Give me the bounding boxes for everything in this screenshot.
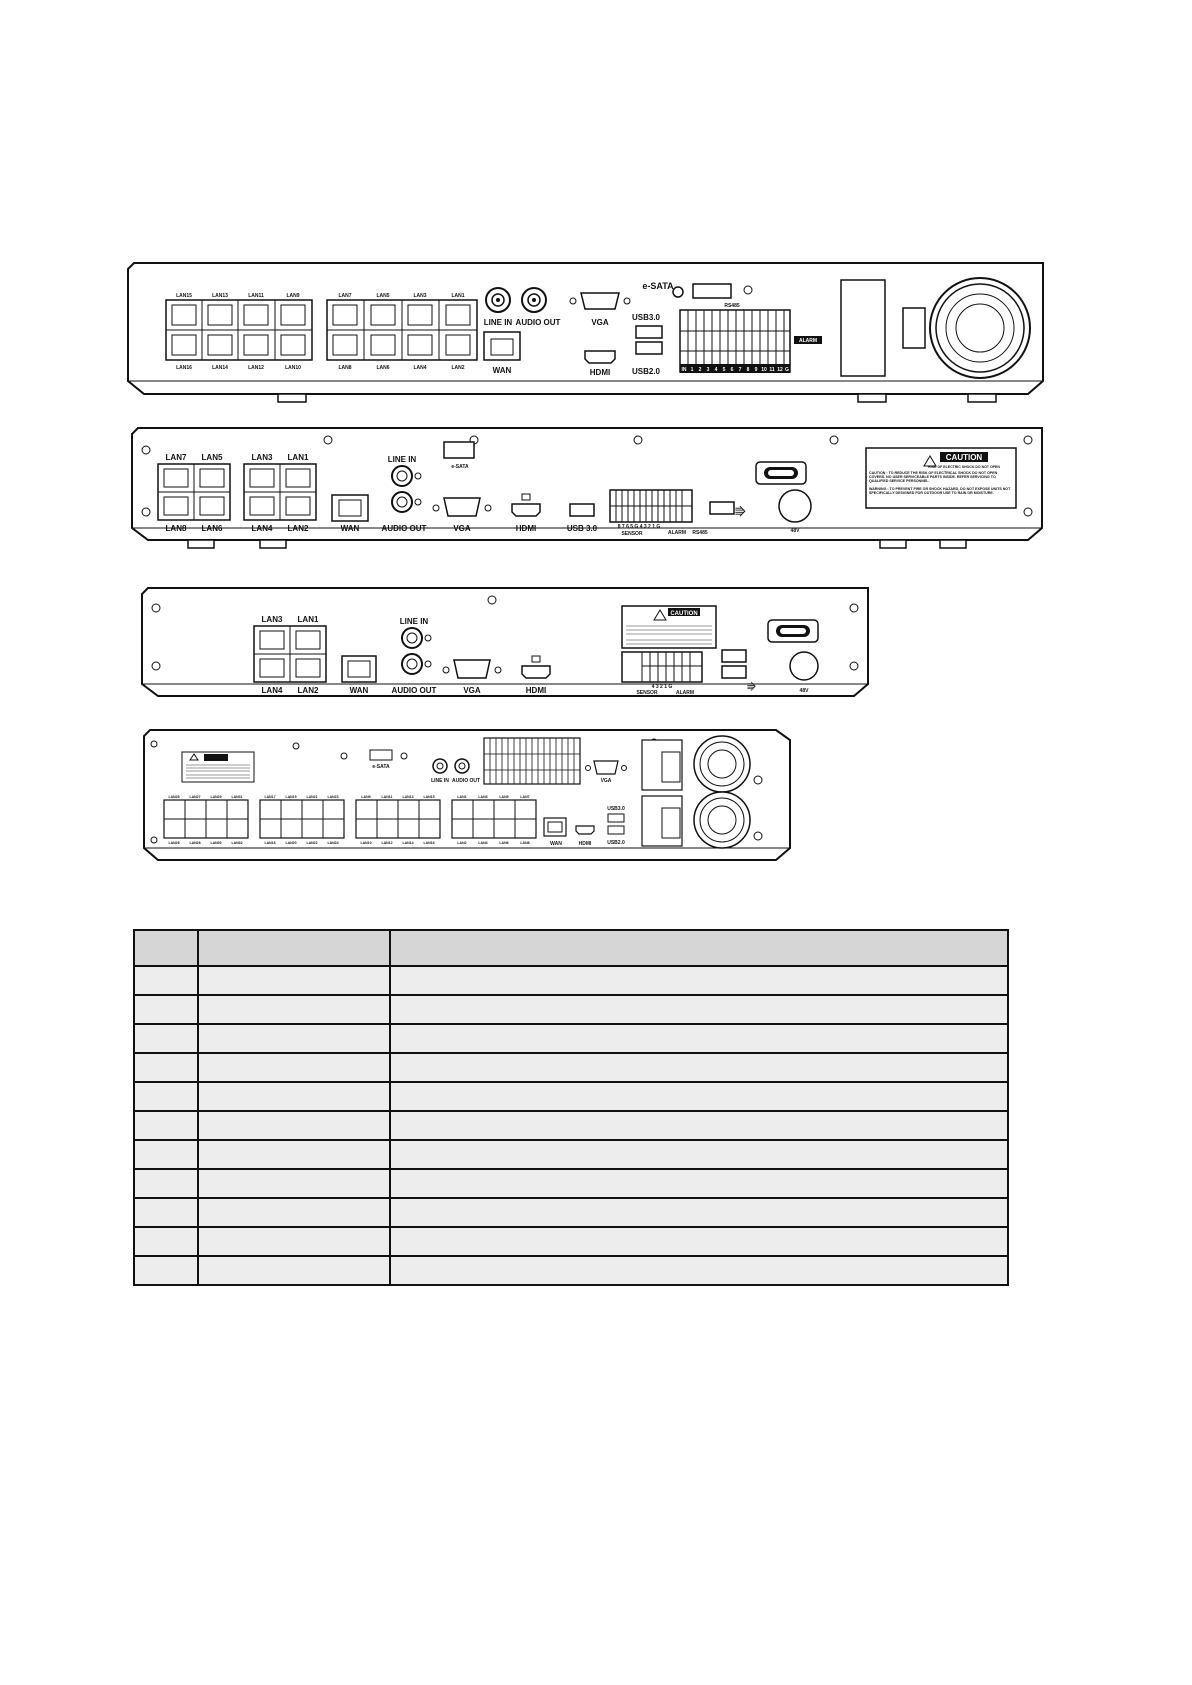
table-cell [198,995,390,1024]
hdmi-port [576,826,594,834]
lan-label: LAN14 [212,365,228,371]
vga-label: VGA [591,318,609,327]
terminal-number: 9 [754,367,758,373]
lan-label: LAN22 [306,841,318,845]
line-in-jack [433,759,447,773]
vga-label: VGA [453,524,471,533]
terminal-block [484,738,580,784]
wan-port [342,656,376,682]
lan-label: LAN28 [189,841,201,845]
table-cell [134,1256,198,1285]
table-cell [134,1169,198,1198]
terminal-number: 6 [730,367,734,373]
sensor-label: SENSOR [636,690,658,696]
lan-label: LAN2 [297,686,319,695]
terminal-number: 7 [738,367,742,373]
terminal-number: 5 [722,367,726,373]
lan-label: LAN6 [376,365,390,371]
rear-panel-c [142,588,876,710]
table-cell [390,1198,1008,1227]
lan-label: LAN11 [248,293,264,299]
usb2-port [710,502,734,514]
rear-panel-c-drawing [142,588,876,710]
lan-group-d4 [452,800,536,838]
rs485-label: RS485 [692,530,708,536]
lan-label: LAN17 [264,795,276,799]
alarm-label: ALARM [798,338,818,344]
table-cell [390,1140,1008,1169]
rear-panel-a-drawing [128,263,1048,418]
usb3-label: USB3.0 [631,313,661,322]
lan-label: LAN9 [361,795,371,799]
table-cell [198,1140,390,1169]
table-row [134,1053,1008,1082]
lan-label: LAN5 [201,453,223,462]
wan-label: WAN [340,524,360,533]
terminal-number: 10 [761,367,767,373]
audio-out-label: AUDIO OUT [391,686,437,695]
terminal-number: 3 [706,367,710,373]
caution-text: CAUTION : TO REDUCE THE RISK OF ELECTRICAL SHOCK DO NOT OPEN COVERS. NO USER SERVICEABLE PARTS INSIDE. REFER SERVICING TO QUALIFIED SERVICE PERSONNEL. [869,471,998,484]
line-in-label: LINE IN [399,617,429,626]
table-cell [390,1082,1008,1111]
table-cell [198,1053,390,1082]
table-cell [198,1256,390,1285]
esata-port [444,442,474,458]
lan-group-d2 [260,800,344,838]
lan-label: LAN1 [287,453,309,462]
lan-block-b1 [158,464,230,520]
lan-block-a2 [327,300,477,360]
lan-label: LAN26 [168,841,180,845]
table-row [134,1082,1008,1111]
table-cell [134,1111,198,1140]
caution-subtitle: RISK OF ELECTRIC SHOCK DO NOT OPEN [928,465,1000,469]
lan-label: LAN5 [499,795,509,799]
lan-label: LAN5 [376,293,390,299]
lan-group-d3 [356,800,440,838]
table-cell [198,1198,390,1227]
wan-label: WAN [492,366,512,375]
lan-label: LAN15 [423,795,435,799]
caution-title: CAUTION [945,453,983,462]
lan-label: LAN4 [413,365,427,371]
lan-label: LAN32 [231,841,243,845]
table-cell [134,1024,198,1053]
table-cell [198,966,390,995]
power-switch [903,308,925,348]
alarm-label: ALARM [675,690,695,696]
line-in-jack [486,288,510,312]
table-row [134,1198,1008,1227]
lan-label: LAN25 [168,795,180,799]
lan-label: LAN2 [451,365,465,371]
lan-label: LAN3 [478,795,488,799]
usb2-label: USB2.0 [631,367,661,376]
power-jack [779,490,811,522]
header-cell-name [198,930,390,966]
table-cell [390,1111,1008,1140]
terminal-numbers: 4 3 2 1 G [651,684,673,690]
audio-out-jack [455,759,469,773]
lan-label: LAN13 [212,293,228,299]
power-label: 48V [790,528,800,534]
table-cell [390,966,1008,995]
lan-label: LAN10 [285,365,301,371]
table-cell [198,1082,390,1111]
table-row [134,1024,1008,1053]
table-cell [198,1169,390,1198]
wan-label: WAN [349,686,369,695]
esata-label: e-SATA [642,281,674,291]
rear-panel-d-drawing [144,730,798,865]
lan-label: LAN6 [499,841,509,845]
power-label: 48V [799,688,809,694]
lan-block-a1 [166,300,312,360]
table-row [134,1256,1008,1285]
table-cell [390,1227,1008,1256]
hdmi-label: HDMI [525,686,547,695]
table-cell [198,1227,390,1256]
table-cell [390,995,1008,1024]
lan-label: LAN29 [210,795,222,799]
lan-label: LAN16 [423,841,435,845]
terminal-block [622,652,702,682]
lan-label: LAN3 [413,293,427,299]
header-cell-description [390,930,1008,966]
table-cell [134,995,198,1024]
fan-icon [930,278,1030,378]
wan-port [484,332,520,360]
table-cell [134,1053,198,1082]
table-row [134,995,1008,1024]
audio-out-jack [522,288,546,312]
lan-label: LAN3 [251,453,273,462]
lan-label: LAN11 [381,795,393,799]
table-cell [134,1082,198,1111]
lan-label: LAN14 [402,841,414,845]
table-row [134,966,1008,995]
esata-port [370,750,392,760]
lan-label: LAN27 [189,795,201,799]
table-cell [134,1198,198,1227]
usb2-label: USB2.0 [607,840,625,846]
lan-label: LAN12 [248,365,264,371]
lan-group-d1 [164,800,248,838]
lan-label: LAN8 [520,841,530,845]
terminal-block [610,490,692,522]
table-row [134,1169,1008,1198]
lan-label: LAN1 [297,615,319,624]
rear-panel-b-drawing [132,428,1052,558]
rs485-label: RS485 [724,303,740,309]
warning-text: WARNING : TO PREVENT FIRE OR SHOCK HAZARD, DO NOT EXPOSE UNITS NOT SPECIFICALLY DESIGNED FOR OUTDOOR USE TO RAIN OR MOISTURE. [869,486,1011,495]
audio-out-label: AUDIO OUT [451,778,481,784]
rear-panel-d [144,730,798,865]
caution-label-block [866,448,1016,508]
lan-label: LAN7 [165,453,187,462]
terminal-block [680,310,790,373]
table-cell [390,1169,1008,1198]
lan-label: LAN10 [360,841,372,845]
terminal-number: G [785,367,789,373]
lan-label: LAN7 [338,293,352,299]
lan-block-b2 [244,464,316,520]
lan-label: LAN20 [285,841,297,845]
wan-port [332,495,368,521]
power-switch [756,462,806,484]
hdmi-label: HDMI [515,524,537,533]
table-row [134,1227,1008,1256]
vga-label: VGA [463,686,481,695]
terminal-number: 8 [746,367,750,373]
lan-label: LAN21 [306,795,318,799]
table-cell [134,1227,198,1256]
audio-out-label: AUDIO OUT [381,524,427,533]
audio-out-label: AUDIO OUT [515,318,561,327]
terminal-number: IN [681,367,687,373]
lan-label: LAN2 [287,524,309,533]
rear-panel-a [128,263,1048,418]
lan-label: LAN18 [264,841,276,845]
line-in-label: LINE IN [483,318,513,327]
power-jack [790,652,818,680]
caution-sticker [182,752,254,782]
usb3-label: USB 3.0 [566,524,598,533]
table-cell [390,1024,1008,1053]
port-description-table [133,929,1009,1286]
lan-label: LAN31 [231,795,243,799]
header-cell-number [134,930,198,966]
line-in-label: LINE IN [431,778,449,784]
lan-label: LAN8 [165,524,187,533]
terminal-number: 11 [769,367,775,373]
usb-icon: ⭆ [735,505,746,519]
table-header-row [134,930,1008,966]
terminal-number: 4 [714,367,718,373]
wan-port [544,818,566,836]
table-cell [390,1256,1008,1285]
sensor-label: SENSOR [621,531,643,537]
terminal-number: 1 [690,367,694,373]
table-cell [134,966,198,995]
lan-label: LAN2 [457,841,467,845]
terminal-number: 12 [777,367,783,373]
lan-label: LAN19 [285,795,297,799]
lan-label: LAN8 [338,365,352,371]
hdmi-label: HDMI [578,841,592,847]
power-module [841,280,885,376]
lan-label: LAN12 [381,841,393,845]
wan-label: WAN [550,841,562,847]
table-cell [390,1053,1008,1082]
rear-panel-b [132,428,1052,558]
lan-label: LAN23 [327,795,339,799]
lan-label: LAN9 [286,293,300,299]
lan-label: LAN30 [210,841,222,845]
lan-label: LAN1 [457,795,467,799]
lan-label: LAN7 [520,795,530,799]
caution-title: CAUTION [670,611,698,617]
lan-label: LAN1 [451,293,465,299]
table-cell [134,1140,198,1169]
terminal-number: 2 [698,367,702,373]
usb-icon: ⭆ [747,682,756,693]
terminal-numbers: 8 7 6 5 G 4 3 2 1 G [617,524,661,530]
usb3-port [570,504,594,516]
table-cell [198,1111,390,1140]
lan-label: LAN3 [261,615,283,624]
lan-label: LAN4 [478,841,488,845]
line-in-label: LINE IN [387,455,417,464]
lan-label: LAN6 [201,524,223,533]
power-switch [768,620,818,642]
table-row [134,1111,1008,1140]
lan-label: LAN4 [251,524,273,533]
esata-label: e-SATA [451,464,469,470]
usb3-label: USB3.0 [607,806,625,812]
lan-label: LAN16 [176,365,192,371]
lan-label: LAN4 [261,686,283,695]
vga-label: VGA [600,778,612,784]
esata-label: e-SATA [372,764,390,770]
esata-port [693,284,731,298]
lan-label: LAN15 [176,293,192,299]
table-cell [198,1024,390,1053]
lan-block-c [254,626,326,682]
table-row [134,1140,1008,1169]
caution-label-block [622,606,716,648]
lan-label: LAN13 [402,795,414,799]
hdmi-port [585,351,615,363]
hdmi-label: HDMI [589,368,611,377]
alarm-label: ALARM [667,530,687,536]
lan-label: LAN24 [327,841,339,845]
